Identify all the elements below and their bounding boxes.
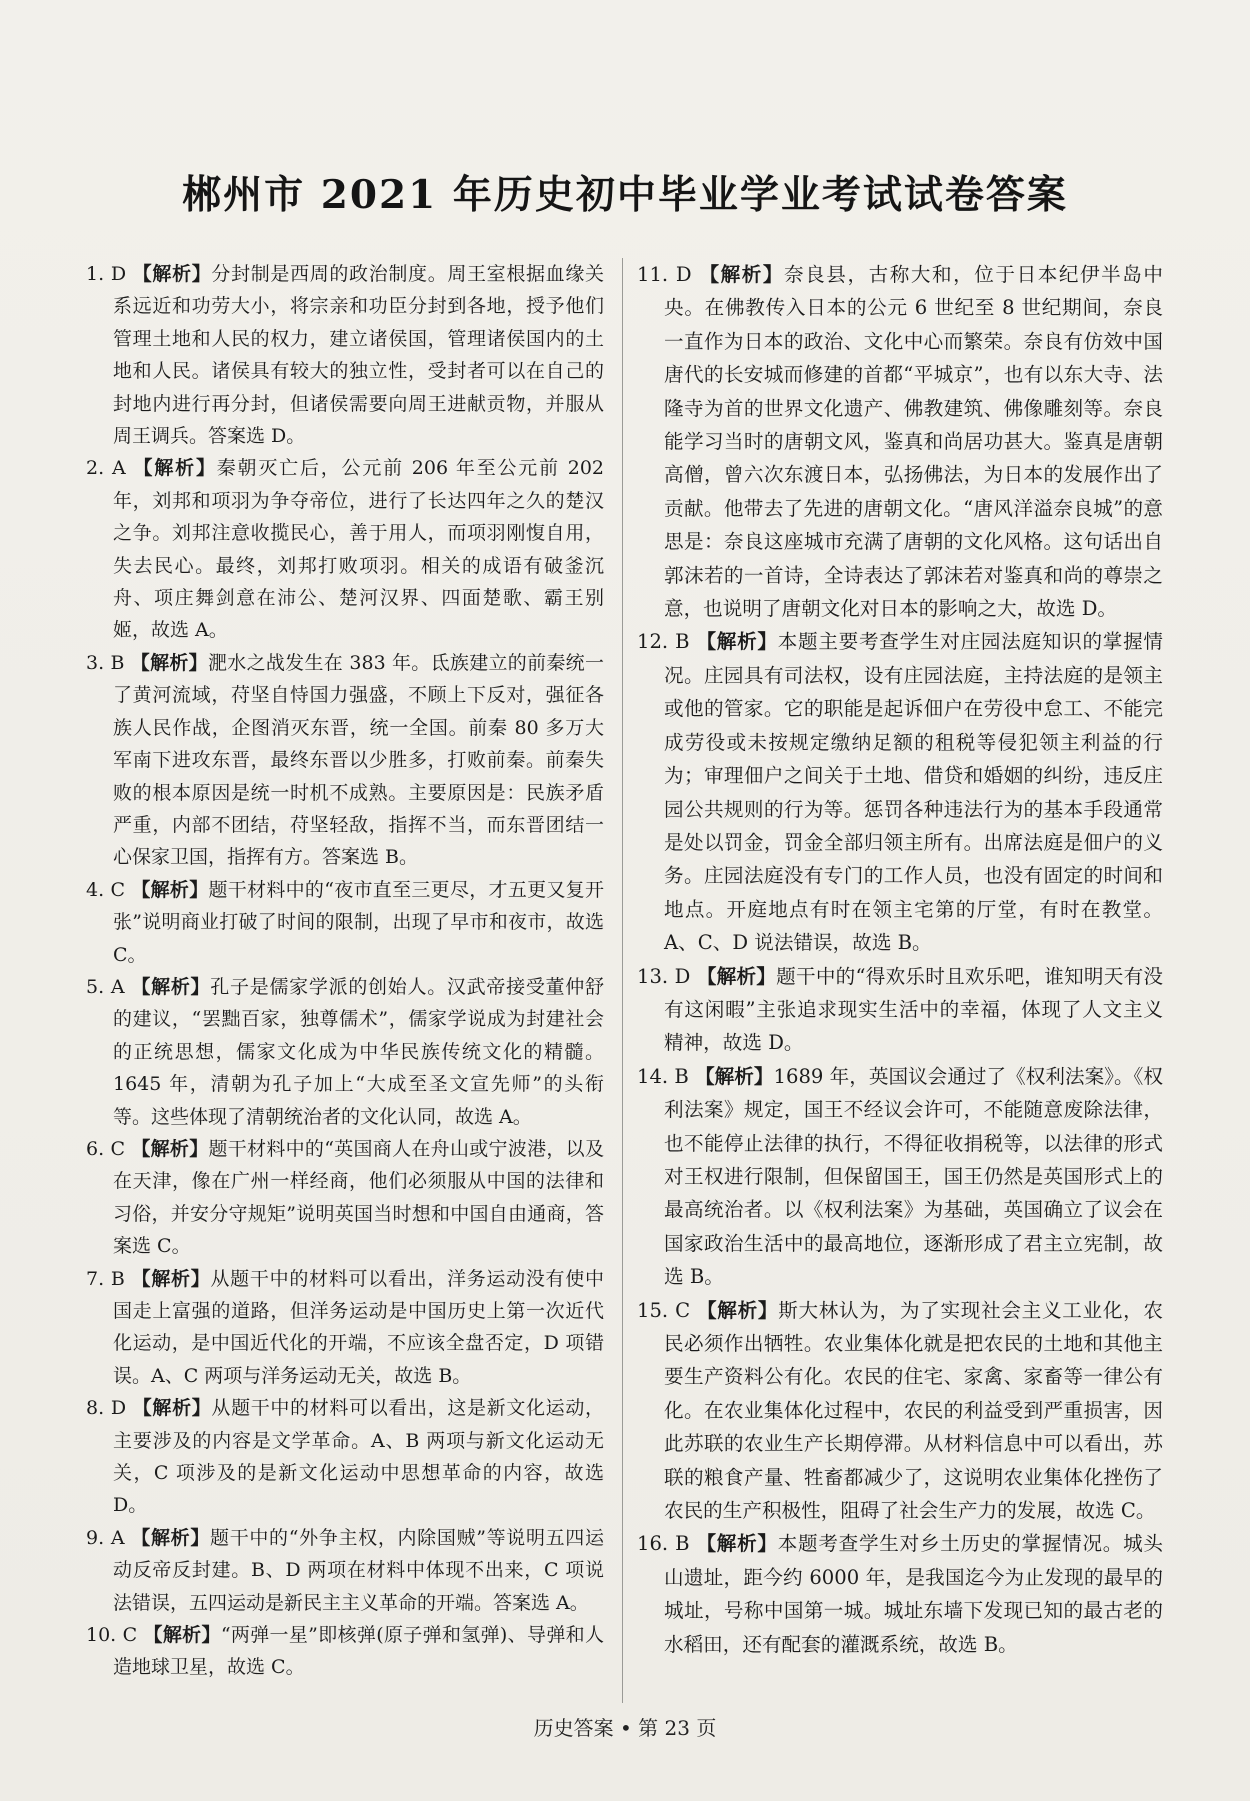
answer-number: 6. C [86,1137,125,1160]
answer-number: 12. B [637,630,690,654]
answer-text: 题干材料中的“夜市直至三更尽，才五更又复开张”说明商业打破了时间的限制，出现了早市和夜市，故选 C。 [113,878,604,966]
answer-item [86,1133,604,1263]
analysis-tag: 【解析】 [696,964,777,988]
right-column [637,258,1163,1661]
analysis-tag: 【解析】 [132,263,212,285]
analysis-tag: 【解析】 [131,1526,211,1549]
answer-item [86,1522,604,1619]
answer-text: 本题考查学生对乡土历史的掌握情况。城头山遗址，距今约 6000 年，是我国迄今为止发现的最早的城址，号称中国第一城。城址东墙下发现已知的最古老的水稻田，还有配套的灌溉系统，故选 B。 [664,1532,1163,1656]
answer-item [637,1060,1163,1294]
column-divider [622,258,623,1703]
answer-item [637,1527,1163,1661]
answer-number: 8. D [86,1397,127,1420]
answer-item [86,1263,604,1393]
analysis-tag: 【解析】 [132,1397,212,1420]
analysis-tag: 【解析】 [697,1298,779,1322]
analysis-tag: 【解析】 [131,975,211,998]
answer-text: 淝水之战发生在 383 年。氐族建立的前秦统一了黄河流域，苻坚自恃国力强盛，不顾上下反对，强征各族人民作战，企图消灭东晋，统一全国。前秦 80 多万大军南下进攻东晋，最终东晋以少胜多，打败前秦。前秦失败的根本原因是统一时机不成熟。主要原因是：民族矛盾严重，内部不团结，苻坚轻敌，指挥不当，而东晋团结一心保家卫国，指挥有方。答案选 B。 [113,651,604,869]
page-title: 郴州市 2021 年历史初中毕业学业考试试卷答案 [182,172,1068,218]
answer-number: 14. B [637,1064,689,1088]
answer-text: 从题干中的材料可以看出，洋务运动没有使中国走上富强的道路，但洋务运动是中国历史上第一次近代化运动，是中国近代化的开端，不应该全盘否定，D 项错误。A、C 两项与洋务运动无关，故选 B。 [113,1267,604,1387]
answer-item [86,647,604,874]
answer-text: 奈良县，古称大和，位于日本纪伊半岛中央。在佛教传入日本的公元 6 世纪至 8 世纪期间，奈良一直作为日本的政治、文化中心而繁荣。奈良有仿效中国唐代的长安城而修建的首都“平城京”，也有以东大寺、法隆寺为首的世界文化遗产、佛教建筑、佛像雕刻等。奈良能学习当时的唐朝文风，鉴真和尚居功甚大。鉴真是唐朝高僧，曾六次东渡日本，弘扬佛法，为日本的发展作出了贡献。他带去了先进的唐朝文化。“唐风洋溢奈良城”的意思是：奈良这座城市充满了唐朝的文化风格。这句话出自郭沫若的一首诗，全诗表达了郭沫若对鉴真和尚的尊崇之意，也说明了唐朝文化对日本的影响之大，故选 D。 [664,263,1164,621]
answer-item [86,258,604,452]
answer-number: 15. C [637,1298,691,1322]
answer-item [86,971,604,1133]
analysis-tag: 【解析】 [699,263,785,286]
analysis-tag: 【解析】 [131,1267,211,1290]
analysis-tag: 【解析】 [130,651,208,674]
answer-item [637,1294,1163,1528]
answer-item [86,452,604,646]
answer-number: 5. A [86,975,125,998]
page-footer: 历史答案 • 第 23 页 [533,1716,717,1740]
answer-text: 斯大林认为，为了实现社会主义工业化，农民必须作出牺牲。农业集体化就是把农民的土地和其他主要生产资料公有化。农民的住宅、家禽、家畜等一律公有化。在农业集体化过程中，农民的利益受到严重损害，因此苏联的农业生产长期停滞。从材料信息中可以看出，苏联的粮食产量、牲畜都减少了，这说明农业集体化挫伤了农民的生产积极性，阻碍了社会生产力的发展，故选 C。 [664,1298,1164,1523]
analysis-tag: 【解析】 [696,630,778,654]
left-column [86,258,604,1684]
answer-item [86,1619,604,1684]
answer-text: 从题干中的材料可以看出，这是新文化运动，主要涉及的内容是文学革命。A、B 两项与新文化运动无关，C 项涉及的是新文化运动中思想革命的内容，故选 D。 [113,1397,604,1517]
analysis-tag: 【解析】 [695,1064,774,1088]
analysis-tag: 【解析】 [133,457,217,480]
answer-text: 本题主要考查学生对庄园法庭知识的掌握情况。庄园具有司法权，设有庄园法庭，主持法庭的是领主或他的管家。它的职能是起诉佃户在劳役中怠工、不能完成劳役或未按规定缴纳足额的租税等侵犯领主利益的行为；审理佃户之间关于土地、借贷和婚姻的纠纷，违反庄园公共规则的行为等。惩罚各种违法行为的基本手段通常是处以罚金，罚金全部归领主所有。出席法庭是佃户的义务。庄园法庭没有专门的工作人员，也没有固定的时间和地点。开庭地点有时在领主宅第的厅堂，有时在教堂。A、C、D 说法错误，故选 B。 [664,630,1163,955]
answer-item [86,1392,604,1522]
answer-number: 9. A [86,1526,125,1549]
answer-number: 3. B [86,651,125,674]
answer-number: 10. C [86,1624,138,1647]
answer-number: 11. D [637,263,692,286]
answer-text: 题干中的“得欢乐时且欢乐吧，谁知明天有没有这闲暇”主张追求现实生活中的幸福，体现了人文主义精神，故选 D。 [664,964,1163,1055]
analysis-tag: 【解析】 [131,1137,209,1160]
analysis-tag: 【解析】 [696,1532,778,1556]
answer-text: 题干中的“外争主权，内除国贼”等说明五四运动反帝反封建。B、D 两项在材料中体现不出来，C 项说法错误，五四运动是新民主主义革命的开端。答案选 A。 [113,1526,604,1614]
answer-number: 7. B [86,1267,125,1290]
answer-number: 13. D [637,964,691,988]
answer-text: 孔子是儒家学派的创始人。汉武帝接受董仲舒的建议，“罢黜百家，独尊儒术”，儒家学说成为封建社会的正统思想，儒家文化成为中华民族传统文化的精髓。1645 年，清朝为孔子加上“大成至圣文宣先师”的头衔等。这些体现了清朝统治者的文化认同，故选 A。 [113,975,604,1128]
answer-number: 4. C [86,878,125,901]
answer-number: 16. B [637,1532,690,1556]
analysis-tag: 【解析】 [131,878,209,901]
answer-item [637,625,1163,959]
answer-text: 分封制是西周的政治制度。周王室根据血缘关系远近和功劳大小，将宗亲和功臣分封到各地，授予他们管理土地和人民的权力，建立诸侯国，管理诸侯国内的土地和人民。诸侯具有较大的独立性，受封者可以在自己的封地内进行再分封，但诸侯需要向周王进献贡物，并服从周王调兵。答案选 D。 [113,263,604,448]
answer-text: 题干材料中的“英国商人在舟山或宁波港，以及在天津，像在广州一样经商，他们必须服从中国的法律和习俗，并安分守规矩”说明英国当时想和中国自由通商，答案选 C。 [113,1137,604,1258]
answer-text: “两弹一星”即核弹(原子弹和氢弹)、导弹和人造地球卫星，故选 C。 [113,1624,604,1679]
answer-item [637,960,1163,1060]
answer-item [637,258,1163,625]
answer-number: 2. A [86,457,126,480]
answer-text: 秦朝灭亡后，公元前 206 年至公元前 202 年，刘邦和项羽为争夺帝位，进行了长达四年之久的楚汉之争。刘邦注意收揽民心，善于用人，而项羽刚愎自用，失去民心。最终，刘邦打败项羽。相关的成语有破釜沉舟、项庄舞剑意在沛公、楚河汉界、四面楚歌、霸王别姬，故选 A。 [113,457,604,642]
analysis-tag: 【解析】 [143,1624,221,1647]
answer-number: 1. D [86,263,127,285]
answer-item [86,874,604,971]
answer-text: 1689 年，英国议会通过了《权利法案》。《权利法案》规定，国王不经议会许可，不能随意废除法律，也不能停止法律的执行，不得征收捐税等，以法律的形式对王权进行限制，但保留国王，国王仍然是英国形式上的最高统治者。以《权利法案》为基础，英国确立了议会在国家政治生活中的最高地位，逐渐形成了君主立宪制，故选 B。 [664,1064,1164,1289]
